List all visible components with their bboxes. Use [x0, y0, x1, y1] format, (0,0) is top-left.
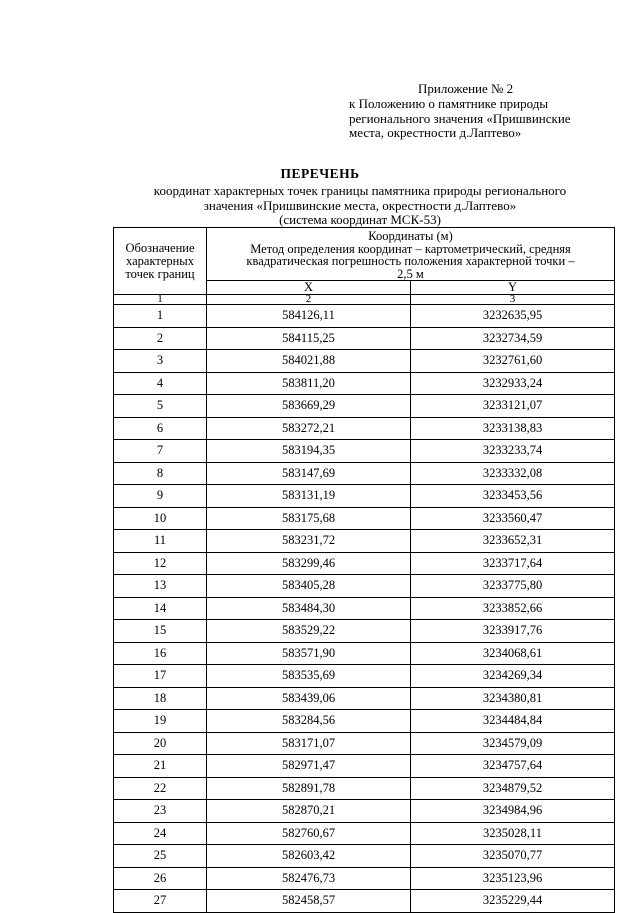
appendix-number: Приложение № 2: [418, 81, 514, 96]
y-coordinate-cell: 3233917,76: [411, 620, 615, 643]
table-row: [114, 327, 615, 350]
x-coordinate-cell: 583131,19: [207, 485, 411, 508]
point-number-cell: 4: [114, 372, 207, 395]
coordinates-header-line: Метод определения координат – картометрический, средняя: [250, 241, 571, 256]
table-row: [114, 755, 615, 778]
x-coordinate-cell: 583272,21: [207, 417, 411, 440]
table-row: [114, 597, 615, 620]
y-coordinate-cell: 3233852,66: [411, 597, 615, 620]
table-row: [114, 507, 615, 530]
x-coordinate-cell: 582971,47: [207, 755, 411, 778]
table-row: [114, 845, 615, 868]
table-row: [114, 350, 615, 373]
point-number-cell: 12: [114, 552, 207, 575]
x-coordinate-cell: 583405,28: [207, 575, 411, 598]
point-number-cell: 21: [114, 755, 207, 778]
coordinates-header-line: Координаты (м): [368, 229, 453, 243]
x-coordinate-cell: 583439,06: [207, 687, 411, 710]
point-number-cell: 23: [114, 800, 207, 823]
point-number-cell: 10: [114, 507, 207, 530]
y-coordinate-cell: 3233233,74: [411, 440, 615, 463]
point-number-cell: 11: [114, 530, 207, 553]
subtitle-line: (система координат МСК-53): [279, 212, 441, 227]
y-coordinate-cell: 3232761,60: [411, 350, 615, 373]
x-coordinate-cell: 582458,57: [207, 890, 411, 913]
table-row: [114, 687, 615, 710]
table-row: [114, 395, 615, 418]
table-row: [114, 575, 615, 598]
y-coordinate-cell: 3234879,52: [411, 777, 615, 800]
column-number: 1: [114, 295, 207, 305]
coordinates-table: [113, 227, 615, 913]
coordinates-header-line: 2,5 м: [397, 266, 424, 281]
y-coordinate-cell: 3232933,24: [411, 372, 615, 395]
y-coordinate-cell: 3234579,09: [411, 732, 615, 755]
table-row: [114, 305, 615, 328]
table-row: [114, 440, 615, 463]
point-number-cell: 13: [114, 575, 207, 598]
y-header: Y: [411, 281, 615, 295]
table-row: [114, 867, 615, 890]
point-number-cell: 8: [114, 462, 207, 485]
point-number-cell: 20: [114, 732, 207, 755]
y-coordinate-cell: 3235070,77: [411, 845, 615, 868]
x-coordinate-cell: 584115,25: [207, 327, 411, 350]
x-coordinate-cell: 583194,35: [207, 440, 411, 463]
table-row: [114, 372, 615, 395]
y-coordinate-cell: 3233717,64: [411, 552, 615, 575]
y-coordinate-cell: 3233453,56: [411, 485, 615, 508]
y-coordinate-cell: 3234484,84: [411, 710, 615, 733]
x-coordinate-cell: 583175,68: [207, 507, 411, 530]
designation-header-line: характерных: [126, 253, 194, 268]
x-coordinate-cell: 584021,88: [207, 350, 411, 373]
x-coordinate-cell: 583811,20: [207, 372, 411, 395]
coordinates-header: [207, 228, 615, 281]
point-number-cell: 7: [114, 440, 207, 463]
table-row: [114, 822, 615, 845]
x-coordinate-cell: 582891,78: [207, 777, 411, 800]
point-number-cell: 15: [114, 620, 207, 643]
table-row: [114, 665, 615, 688]
point-number-cell: 1: [114, 305, 207, 328]
x-coordinate-cell: 582760,67: [207, 822, 411, 845]
point-number-cell: 6: [114, 417, 207, 440]
appendix-line: места, окрестности д.Лаптево»: [349, 125, 522, 140]
point-number-cell: 9: [114, 485, 207, 508]
subtitle-line: координат характерных точек границы памятника природы регионального: [153, 183, 567, 198]
y-coordinate-cell: 3233332,08: [411, 462, 615, 485]
table-row: [114, 800, 615, 823]
y-coordinate-cell: 3233652,31: [411, 530, 615, 553]
x-coordinate-cell: 583535,69: [207, 665, 411, 688]
point-number-cell: 24: [114, 822, 207, 845]
x-coordinate-cell: 583284,56: [207, 710, 411, 733]
y-coordinate-cell: 3234269,34: [411, 665, 615, 688]
x-header: X: [207, 281, 411, 295]
subtitle-line: значения «Пришвинские места, окрестности д.Лаптево»: [203, 197, 517, 213]
y-coordinate-cell: 3234380,81: [411, 687, 615, 710]
x-coordinate-cell: 582870,21: [207, 800, 411, 823]
appendix-line: регионального значения «Пришвинские: [349, 110, 571, 126]
x-coordinate-cell: 583171,07: [207, 732, 411, 755]
table-row: [114, 642, 615, 665]
point-number-cell: 27: [114, 890, 207, 913]
column-number: 2: [207, 295, 411, 305]
x-coordinate-cell: 583299,46: [207, 552, 411, 575]
point-number-cell: 17: [114, 665, 207, 688]
point-number-cell: 25: [114, 845, 207, 868]
table-row: [114, 530, 615, 553]
table-row: [114, 485, 615, 508]
x-coordinate-cell: 583147,69: [207, 462, 411, 485]
x-coordinate-cell: 582476,73: [207, 867, 411, 890]
point-number-cell: 5: [114, 395, 207, 418]
x-coordinate-cell: 583231,72: [207, 530, 411, 553]
y-coordinate-cell: 3235028,11: [411, 822, 615, 845]
x-coordinate-cell: 583571,90: [207, 642, 411, 665]
y-coordinate-cell: 3233775,80: [411, 575, 615, 598]
point-number-cell: 16: [114, 642, 207, 665]
appendix-reference: [349, 97, 599, 141]
x-coordinate-cell: 583484,30: [207, 597, 411, 620]
point-number-cell: 19: [114, 710, 207, 733]
document-subtitle: [120, 184, 600, 228]
y-coordinate-cell: 3233560,47: [411, 507, 615, 530]
y-coordinate-cell: 3234984,96: [411, 800, 615, 823]
y-coordinate-cell: 3233138,83: [411, 417, 615, 440]
coordinates-header-line: квадратическая погрешность положения характерной точки –: [246, 254, 575, 268]
table-row: [114, 462, 615, 485]
y-coordinate-cell: 3234757,64: [411, 755, 615, 778]
point-number-cell: 26: [114, 867, 207, 890]
appendix-line: к Положению о памятнике природы: [349, 96, 549, 111]
table-row: [114, 732, 615, 755]
x-coordinate-cell: 583529,22: [207, 620, 411, 643]
y-coordinate-cell: 3232734,59: [411, 327, 615, 350]
x-coordinate-cell: 582603,42: [207, 845, 411, 868]
y-coordinate-cell: 3235229,44: [411, 890, 615, 913]
column-number: 3: [411, 295, 615, 305]
table-row: [114, 890, 615, 913]
point-number-cell: 14: [114, 597, 207, 620]
document-title: ПЕРЕЧЕНЬ: [280, 166, 360, 181]
designation-header-line: Обозначение: [125, 240, 195, 255]
y-coordinate-cell: 3235123,96: [411, 867, 615, 890]
y-coordinate-cell: 3232635,95: [411, 305, 615, 328]
x-coordinate-cell: 584126,11: [207, 305, 411, 328]
table-row: [114, 620, 615, 643]
point-number-cell: 18: [114, 687, 207, 710]
designation-header: [114, 228, 207, 295]
table-row: [114, 552, 615, 575]
y-coordinate-cell: 3234068,61: [411, 642, 615, 665]
point-number-cell: 2: [114, 327, 207, 350]
table-row: [114, 417, 615, 440]
table-row: [114, 710, 615, 733]
point-number-cell: 3: [114, 350, 207, 373]
designation-header-line: точек границ: [125, 266, 195, 281]
y-coordinate-cell: 3233121,07: [411, 395, 615, 418]
point-number-cell: 22: [114, 777, 207, 800]
table-row: [114, 777, 615, 800]
x-coordinate-cell: 583669,29: [207, 395, 411, 418]
